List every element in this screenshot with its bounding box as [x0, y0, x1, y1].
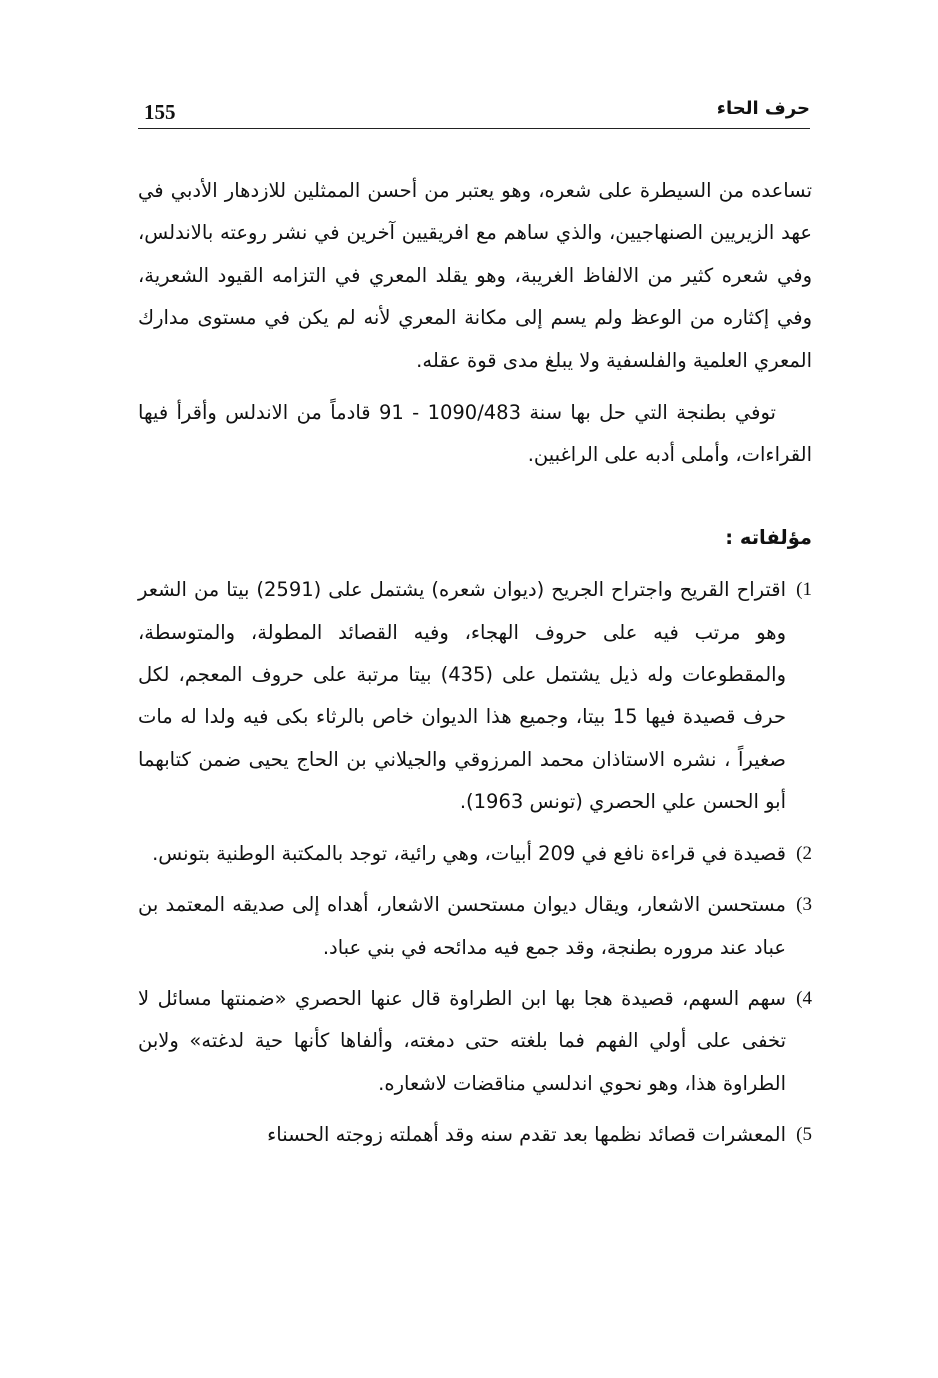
page-header — [138, 96, 810, 130]
item-number: 2) — [796, 842, 812, 864]
item-number: 3) — [796, 894, 812, 916]
item-text: سهم السهم، قصيدة هجا بها ابن الطراوة قال عنها الحصري «ضمنتها مسائل لا تخفى على أولي الفهم فما بلغته حتى دمغته، وألفاها كأنها حية لدغته» ولابن الطراوة هذا، وهو نحوي اندلسي مناقضات لاشعاره. — [138, 986, 786, 1095]
works-list-item — [138, 884, 812, 969]
works-list-item — [138, 569, 812, 823]
works-list-item — [138, 833, 812, 875]
item-text: المعشرات قصائد نظمها بعد تقدم سنه وقد أهملته زوجته الحسناء — [267, 1123, 786, 1147]
works-list — [138, 569, 812, 1156]
works-list-item — [138, 978, 812, 1105]
works-list-item — [138, 1114, 812, 1156]
item-number: 5) — [796, 1124, 812, 1146]
running-head: حرف الحاء — [716, 98, 810, 119]
item-text: اقتراح القريح واجتراح الجريح (ديوان شعره) يشتمل على (2591) بيتا من الشعر وهو مرتب فيه على حروف الهجاء، وفيه القصائد المطولة، والمتوسطة، والمقطوعات وله ذيل يشتمل على (435) بيتا مرتبة على حروف المعجم، لكل حرف قصيدة فيها 15 بيتا، وجميع هذا الديوان خاص بالرثاء بكى فيه ولدا له مات صغيراً ، نشره الاستاذان محمد المرزوقي والجيلاني بن الحاج يحيى ضمن كتابهما أبو الحسن علي الحصري (تونس 1963). — [138, 578, 786, 814]
item-text: قصيدة في قراءة نافع في 209 أبيات، وهي رائية، توجد بالمكتبة الوطنية بتونس. — [152, 841, 786, 865]
item-text: مستحسن الاشعار، ويقال ديوان مستحسن الاشعار، أهداه إلى صديقه المعتمد بن عباد عند مروره بطنجة، وقد جمع فيه مدائحه في بني عباد. — [138, 893, 786, 959]
page-body — [138, 170, 812, 1166]
header-rule — [138, 128, 810, 129]
item-number: 1) — [796, 579, 812, 601]
item-number: 4) — [796, 987, 812, 1009]
body-paragraph-2: توفي بطنجة التي حل بها سنة 1090/483 - 91 قادماً من الاندلس وأقرأ فيها القراءات، وأملى أدبه على الراغبين. — [138, 401, 812, 467]
body-paragraph-1: تساعده من السيطرة على شعره، وهو يعتبر من أحسن الممثلين للازدهار الأدبي في عهد الزيريين الصنهاجيين، والذي ساهم مع افريقيين آخرين في نشر روعته بالاندلس، وفي شعره كثير من الالفاظ الغريبة، وهو يقلد المعري في التزامه القيود الشعرية، وفي إكثاره من الوعظ ولم يسم إلى مكانة المعري لأنه لم يكن في مستوى مدارك المعري العلمية والفلسفية ولا يبلغ مدى قوة عقله. — [138, 179, 812, 372]
works-heading: مؤلفاته : — [725, 525, 812, 549]
page-number: 155 — [144, 100, 176, 124]
